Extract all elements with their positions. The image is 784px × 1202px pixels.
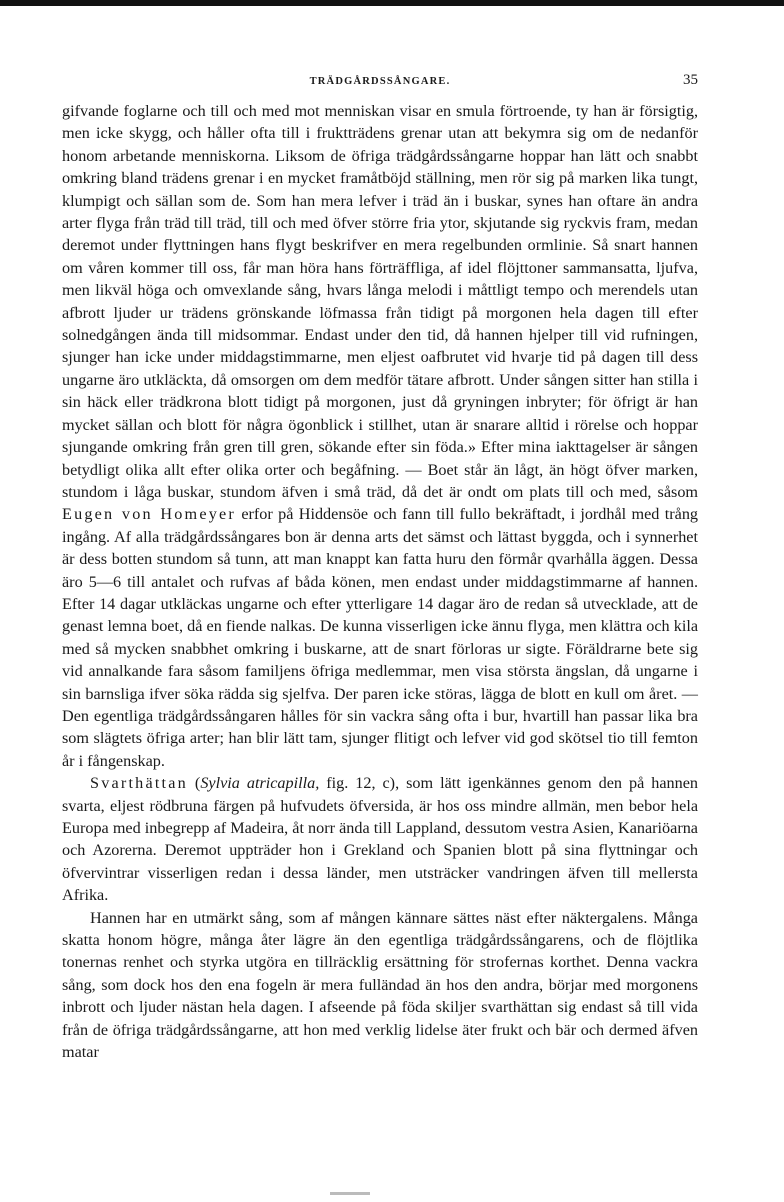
paragraph-text: gifvande foglarne och till och med mot menniskan visar en smula förtroende, ty han är försigtig, men icke skygg, och håller ofta till i fruktträdens grenar utan att bekymra sig om de nedanför honom arbetande menniskorna. Liksom de öfriga trädgårdssångarne hoppar han lätt och snabbt omkring bland trädens grenar i en mycket framåtböjd ställning, men rör sig på marken lika tungt, klumpigt och sällan som de. Som han mera lefver i träd än i buskar, synes han oftare än andra arter flyga från träd till träd, till och med öfver större fria ytor, skjutande sig ryckvis fram, medan deremot under flyttningen hans flygt beskrifver en mera regelbunden ormlinie. Så snart hannen om våren kommer till oss, får man höra hans förträffliga, af idel flöjttoner sammansatta, ljufva, men likväl höga och omvexlande sång, hvars långa melodi i måttligt tempo och merendels utan afbrott ljuder ur trädens grönskande löfmassa från tidigt på morgonen hela dagen till efter solnedgången ända till midsommar. Endast under den tid, då hannen hjelper till vid rufningen, sjunger han icke under middagstimmarne, men eljest oafbrutet vid hvarje tid på dagen till dess ungarne äro utkläckta, då omsorgen om dem medför tätare afbrott. Under sången sitter han stilla i sin häck eller trädkrona blott tidigt på morgonen, just då gryningen inbryter; för öfrigt är han mycket sällan och blott för några ögonblick i stillhet, utan är snarare alltid i rörelse och hoppar sjungande omkring från gren till gren, sökande efter sin föda.» Efter mina iakttagelser är sången betydligt olika allt efter olika orter och begåfning. — Boet står än lågt, än högt öfver marken, stundom i låga buskar, stundom äfven i små träd, då det är ondt om plats till och med, såsom [62,102,698,501]
person-name-homeyer: Eugen von Homeyer [62,505,236,524]
paragraph-text: ( [187,774,201,793]
page-number: 35 [683,72,698,88]
paragraph-garden-warbler [62,100,698,772]
latin-name: Sylvia atricapilla, [200,774,320,793]
paragraph-text: fig. 12, c), som lätt igenkännes genom den på hannen svarta, eljest rödbruna färgen på hufvudets öfversida, är hos oss mindre allmän, men bebor hela Europa med inbegrepp af Madeira, åt norr ända till Lappland, dessutom vestra Asien, Kanariöarna och Azorerna. Deremot uppträder hon i Grekland och Spanien blott på sina flyttningar och öfvervintrar visserligen redan i dessa länder, men utsträcker vandringen äfven till mellersta Afrika. [62,774,698,905]
scan-bottom-mark [330,1192,370,1195]
paragraph-text: erfor på Hiddensöe och fann till fullo bekräftadt, i jordhål med trång ingång. Af alla trädgårdssångares bon är denna arts det sämst och lättast byggda, och i synnerhet är dess botten stundom så tunn, att man knappt kan fatta huru den förmår qvarhålla äggen. Dessa äro 5—6 till antalet och rufvas af båda könen, men endast under middagstimmarne af hannen. Efter 14 dagar utkläckas ungarne och efter ytterligare 14 dagar äro de redan så utvecklade, att de genast lemna boet, då en fiende nalkas. De kunna visserligen icke ännu flyga, men klättra och kila med så mycken snabbhet omkring i buskarne, att de snart förloras ur sigte. Föräldrarne bete sig vid annalkande fara såsom familjens öfriga medlemmar, men visa största ängslan, då ungarne i sin barnsliga ifver söka rädda sig sjelfva. Der paren icke störas, lägga de blott en kull om året. — Den egentliga trädgårdssångaren hålles för sin vackra sång ofta i bur, hvartill han passar lika bra som slägtets öfriga arter; han blir lätt tam, sjunger flitigt och lefver vid god skötsel tio till femton år i fångenskap. [62,505,699,770]
species-name-svarthattan: Svarthättan [90,774,188,793]
body-text [62,100,698,1063]
paragraph-blackcap-song [62,907,698,1064]
running-head [62,70,698,100]
book-page [62,70,698,1063]
paragraph-blackcap-intro [62,772,698,906]
running-title: TRÄDGÅRDSSÅNGARE. [309,76,451,87]
scan-top-edge [0,0,784,6]
paragraph-text: Hannen har en utmärkt sång, som af mången kännare sättes näst efter näktergalens. Många skatta honom högre, många åter lägre än den egentliga trädgårdssångarens, och de flöjtlika tonernas renhet och styrka utgöra en tillräcklig ersättning för strofernas korthet. Denna vackra sång, som dock hos den ena fogeln är mera fulländad än hos den andra, börjar med morgonens inbrott och ljuder nästan hela dagen. I afseende på föda skiljer svarthättan sig endast så till vida från de öfriga trädgårdssångarne, att hon med verklig lidelse äter frukt och bär och dermed äfven matar [62,908,698,1062]
